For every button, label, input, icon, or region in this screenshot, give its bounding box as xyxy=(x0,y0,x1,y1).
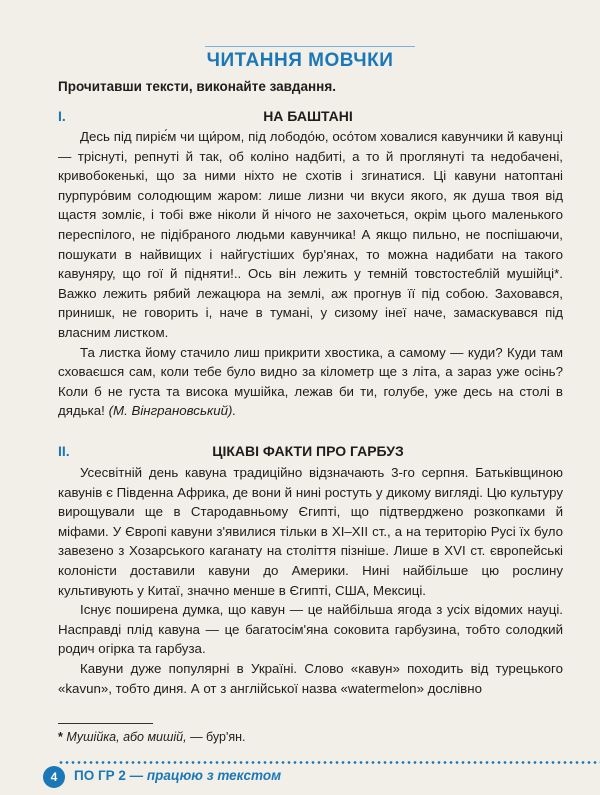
page-number-badge: 4 xyxy=(43,766,65,788)
paragraph: Кавуни дуже популярні в Україні. Слово «кавун» походить від турецького «kavun», тобто диня. А от з англійської назва «watermelon» дослівно xyxy=(58,660,563,696)
author-attribution: (М. Вінграновський). xyxy=(108,403,237,419)
paragraph: Десь під пиріє́м чи щи́ром, під лободо́ю, осо́том ховалися кавунчики й кавунці — тріснуті, репнуті й так, об коліно надбиті, а то й проглянуті та недобачені, кривобокенькі, що за ними ніхто не схотів і згинатися. Ці кавуни натоптані пурпуро́вим солодющим жаром: лише лизни чи вкуси якого, як душа твоя від щастя зомліє, і тобі вже ніколи й нічого не захочеться, окрім цього маленького переспілого, не підібраного людьми кавунчика! А якщо пильно, не поспішаючи, пошукати в найвищих і найгустіших бур'янах, то можна надибати на такого кавуняру, що гої й підняти!.. Ось він лежить у темній товстостеблій мушійці*. Важко лежить рябий лежацюра на землі, аж прогнув її під собою. Заховався, принишк, не говорить і, наче в тумані, у сизому інеї наче, замаскувався під власним листком. xyxy=(58,129,563,340)
footnote xyxy=(58,730,246,744)
footnote-rule xyxy=(58,723,153,724)
section-text-1 xyxy=(58,127,563,421)
footnote-term: Мушійка, або мишій, xyxy=(66,730,187,744)
paragraph: Існує поширена думка, що кавун — це найбільша ягода з усіх відомих науці. Насправді плід кавуна — це багатосім'яна соковита гарбузина, тобто солодкий родич огірка та гарбуза. xyxy=(58,602,563,657)
section-title-2: ЦІКАВІ ФАКТИ ПРО ГАРБУЗ xyxy=(212,443,404,459)
paragraph: Усесвітній день кавуна традиційно відзначають 3-го серпня. Батьківщиною кавунів є Південна Африка, де вони й нині ростуть у дикому вигляді. Цю культуру вирощували ще в Стародавньому Єгипті, що підтверджено розкопками й міфами. У Європі кавуни з'явилися тільки в XI–XII ст., а на територію Русі їх було завезено з Хозарського каганату на століття пізніше. Лише в XVI ст. європейські колоністи доставили кавуни до Америки. Нині найбільше цю рослину культивують у Китаї, значно менше в Єгипті, США, Мексиці. xyxy=(58,465,563,598)
section-title-1: НА БАШТАНІ xyxy=(263,108,353,124)
heading-rule xyxy=(205,46,415,47)
footer-title-part: ПО ГР 2 — xyxy=(74,768,144,783)
paragraph-text: Та листка йому стачило лиш прикрити хвостика, а самому — куди? Куди там сховаєшся сам, коли тебе було видно за кілометр ще з літа, а зараз уже осінь? Коли б не густа та висока мушійка, лежав би ти, голубе, уже десь на столі в дядька! xyxy=(58,344,563,419)
page-heading: ЧИТАННЯ МОВЧКИ xyxy=(206,50,394,71)
footnote-mark: * xyxy=(58,730,63,744)
section-text-2 xyxy=(58,463,563,698)
task-intro: Прочитавши тексти, виконайте завдання. xyxy=(58,79,336,94)
footer-title xyxy=(74,768,281,783)
footer-dotted-line xyxy=(58,761,600,764)
paragraph xyxy=(58,343,563,421)
footnote-definition: — бур'ян. xyxy=(190,730,246,744)
section-number-2: II. xyxy=(58,443,70,459)
footer-title-part: працюю з текстом xyxy=(146,768,282,783)
section-number-1: I. xyxy=(58,108,66,124)
